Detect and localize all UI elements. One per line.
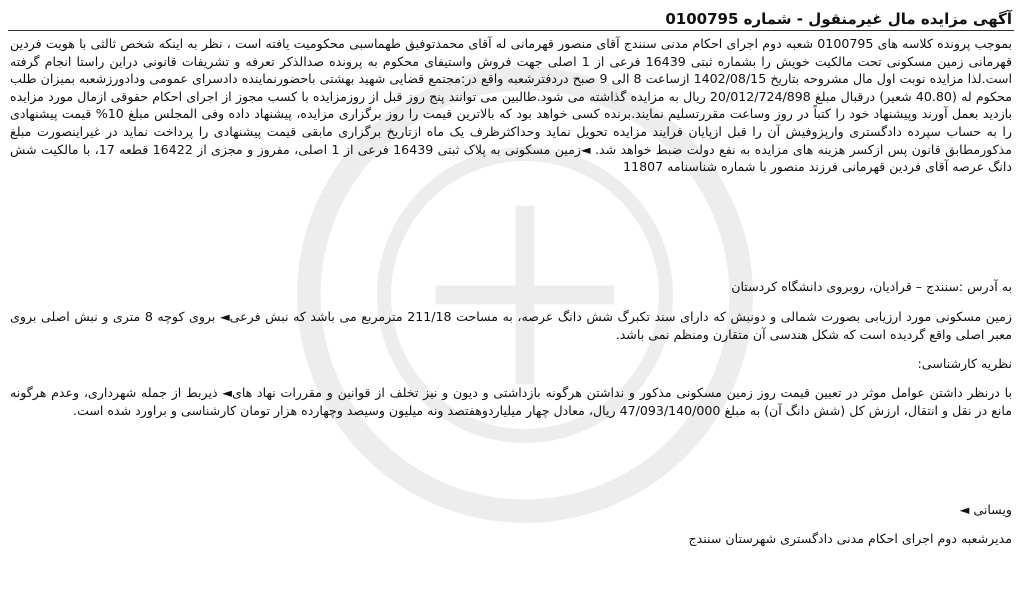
land-description: زمین مسکونی مورد ارزیابی بصورت شمالی و دونبش که دارای سند تکبرگ شش دانگ عرصه، به مساحت 211/18 مترمربع می باشد که نبش فرعی◄ بروی کوچه 8 متری و نبش اصلی بروی معبر اصلی واقع گردیده است که شکل هندسی آن متقارن ومنظم نمی باشد. [10, 309, 1013, 342]
notice-header [8, 8, 1014, 31]
notice-title: آگهی مزایده مال غیرمنقول - شماره 0100795 [665, 10, 1012, 28]
signatory-name: ویسانی ◄ [959, 502, 1012, 517]
signatory-title: مدیرشعبه دوم اجرای احکام مدنی دادگستری شهرستان سنندج [688, 531, 1012, 546]
expert-opinion-heading: نظریه کارشناسی: [917, 356, 1012, 371]
property-address: به آدرس :سنندج – قرادیان، روبروی دانشگاه کردستان [731, 279, 1012, 294]
auction-notice [8, 8, 1014, 586]
notice-main-paragraph: بموجب پرونده کلاسه های 0100795 شعبه دوم اجرای احکام مدنی سنندج آقای منصور قهرمانی له آقای محمدتوفیق طهماسبی محکومیت یافته است ، نظر به اینکه شخص ثالثی با هویت فردین قهرمانی زمین مسکونی تحت مالکیت خویش را بشماره ثبتی 16439 فرعی از 1 اصلی جهت فروش واستیفای محکوم به پرونده صدالذکر تعرفه و تشریفات قانونی دراین راستا انجام گرفته است.لذا مزایده نوبت اول مال مشروحه بتاریخ 1402/08/15 ازساعت 8 الی 9 صبح دردفترشعبه واقع در:مجتمع قضایی شهید بهشتی باحضورنماینده دادسرای عمومی ودادورزشعبه بمیزان طلب محکوم له (40.80 شعیر) درقبال مبلغ 20/012/724/898 ریال به مزایده گذاشته می شود.طالبین می توانند پنج روز قبل از روزمزایده با کسب مجوز از اجرای احکام حقوقی ازمال مورد مزایده بازدید بعمل آورند وپیشنهاد خود را کتباً در روز وساعت مقررتسلیم نمایند.برنده کسی خواهد بود که بالاترین قیمت را روز برگزاری مزایده، پیشنهاد داده وفی المجلس مبلغ 10% قیمت پیشنهادی را به حساب سپرده دادگستری وارپزوفیش آن را قبل ازپایان فرایند مزایده تحویل نماید وحداکثرظرف یک ماه ازتاریخ برگزاری مابقی قیمت پیشنهادی را پرداخت نماید در غیراینصورت مبلغ مذکورمطابق قانون پس ازکسر هزینه های مزایده به نفع دولت ضبط خواهد شد. ◄زمین مسکونی به پلاک ثبتی 16439 فرعی از 1 اصلی، مفروز و مجزی از 16422 قطعه 17، با مالکیت شش دانگ عرصه آقای فردین قهرمانی فرزند منصور با شماره شناسنامه 11807 [10, 36, 1013, 175]
expert-opinion-text: با درنظر داشتن عوامل موثر در تعیین قیمت روز زمین مسکونی مذکور و نداشتن هرگونه بازداشتی و دیون و نیز تخلف از قوانین و مقررات نهاد های◄ ذیربط از جمله شهرداری، وعدم هرگونه مانع در نقل و انتقال، ارزش کل (شش دانگ آن) به مبلغ 47/093/140/000 ریال، معادل چهار میلیاردوهفتصد ونه میلیون وسیصد وچهارده هزار تومان کارشناسی و براورد شده است. [10, 385, 1012, 418]
